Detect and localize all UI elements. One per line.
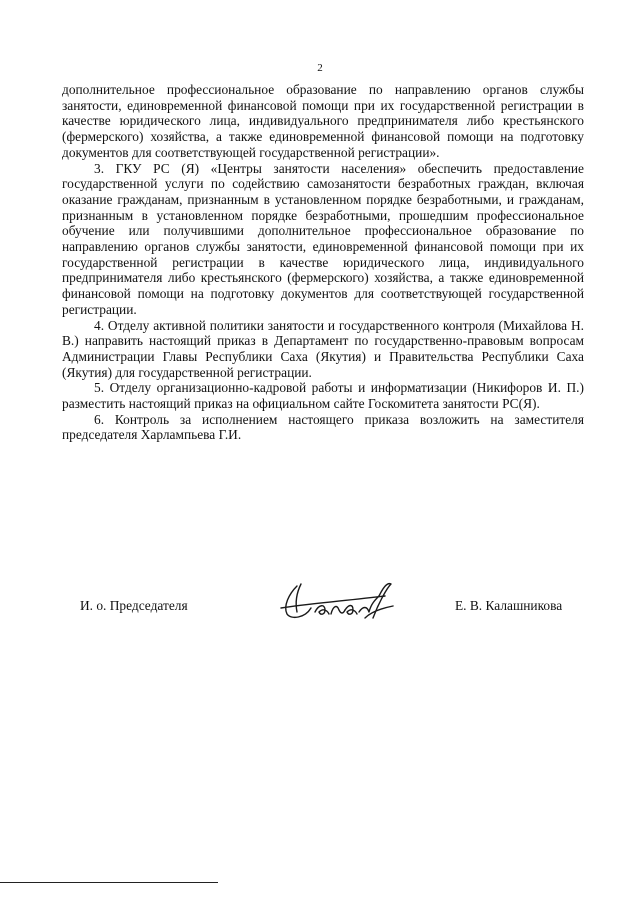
document-body	[62, 82, 584, 443]
paragraph-continuation: дополнительное профессиональное образование по направлению органов службы занятости, единовременной финансовой помощи при их государственной регистрации в качестве юридического лица, индивидуального предпринимателя либо крестьянского (фермерского) хозяйства, а также единовременной финансовой помощи на подготовку документов для соответствующей государственной регистрации».	[62, 82, 584, 160]
paragraph-item-3: 3. ГКУ РС (Я) «Центры занятости населения» обеспечить предоставление государственной услуги по содействию самозанятости безработных граждан, включая оказание гражданам, признанным в установленном порядке безработными, и гражданам, признанным в установленном порядке безработными, прошедшим профессиональное обучение или получившими дополнительное профессиональное образование по направлению органов службы занятости, единовременной финансовой помощи при их государственной регистрации в качестве юридического лица, индивидуального предпринимателя либо крестьянского (фермерского) хозяйства, а также единовременной финансовой помощи на подготовку документов для соответствующей государственной регистрации.	[62, 160, 584, 317]
paragraph-item-4: 4. Отделу активной политики занятости и государственного контроля (Михайлова Н. В.) направить настоящий приказ в Департамент по государственно-правовым вопросам Администрации Главы Республики Саха (Якутия) и Правительства Республики Саха (Якутия) для государственной регистрации.	[62, 317, 584, 380]
footnote-divider	[0, 882, 218, 883]
page-number: 2	[317, 62, 323, 74]
signatory-role: И. о. Председателя	[80, 598, 188, 613]
handwritten-signature	[275, 578, 400, 624]
signature-block	[0, 590, 640, 630]
paragraph-item-5: 5. Отделу организационно-кадровой работы и информатизации (Никифоров И. П.) разместить настоящий приказ на официальном сайте Госкомитета занятости РС(Я).	[62, 380, 584, 412]
paragraph-item-6: 6. Контроль за исполнением настоящего приказа возложить на заместителя председателя Харлампьева Г.И.	[62, 411, 584, 443]
signatory-name: Е. В. Калашникова	[455, 598, 563, 613]
